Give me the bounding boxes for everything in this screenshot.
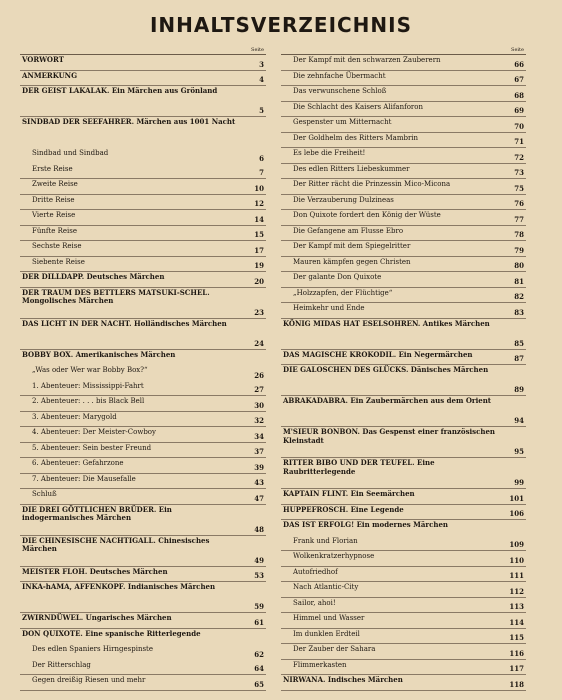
toc-entry-title: DAS LICHT IN DER NACHT. Holländisches Märchen <box>22 318 227 328</box>
toc-entry-page: 80 <box>514 261 524 270</box>
toc-entry <box>20 226 266 242</box>
toc-entry-title: 5. Abenteuer: Sein bester Freund <box>32 443 152 452</box>
toc-entry-page: 4 <box>259 75 264 84</box>
toc-left-rows <box>20 54 266 691</box>
toc-entry-page: 17 <box>254 245 264 255</box>
toc-entry-title: Des edlen Ritters Liebeskummer <box>293 164 410 173</box>
toc-entry-page: 3 <box>259 59 264 69</box>
toc-entry-title: 4. Abenteuer: Der Meister-Cowboy <box>32 428 156 437</box>
toc-entry-title: 3. Abenteuer: Marygold <box>32 412 117 421</box>
toc-entry <box>20 660 266 676</box>
toc-entry-title: SINDBAD DER SEEFAHRER. Märchen aus 1001 Nacht <box>22 117 236 127</box>
toc-entry <box>20 257 266 273</box>
toc-entry <box>20 613 266 629</box>
toc-entry <box>20 148 266 164</box>
toc-entry <box>20 365 266 381</box>
toc-entry <box>281 458 526 489</box>
toc-entry-page: 81 <box>514 276 524 286</box>
toc-entry <box>281 536 526 552</box>
toc-entry <box>281 164 526 180</box>
toc-entry <box>20 629 266 645</box>
toc-entry <box>281 365 526 396</box>
toc-entry-title: „Holzzapfen, der Flüchtige“ <box>293 288 393 297</box>
toc-entry <box>20 241 266 257</box>
toc-entry-page: 76 <box>514 199 524 208</box>
toc-entry-page: 95 <box>514 447 524 457</box>
toc-entry-page: 5 <box>259 106 264 116</box>
toc-entry <box>281 133 526 149</box>
toc-entry-title: 2. Abenteuer: . . . bis Black Bell <box>32 397 145 406</box>
toc-entry-title: Zweite Reise <box>32 180 78 189</box>
toc-entry-page: 89 <box>514 385 524 395</box>
toc-entry-page: 113 <box>509 602 524 612</box>
toc-entry-page: 83 <box>514 307 524 317</box>
toc-entry-page: 118 <box>509 679 524 689</box>
toc-entry <box>281 86 526 102</box>
toc-entry-page: 82 <box>514 292 524 301</box>
toc-entry-page: 47 <box>254 493 264 503</box>
toc-entry-page: 7 <box>259 168 264 178</box>
toc-entry <box>20 272 266 288</box>
toc-entry <box>20 536 266 567</box>
toc-entry-title: VORWORT <box>22 55 64 64</box>
toc-entry <box>20 396 266 412</box>
toc-entry-title: ZWIRNDÜWEL. Ungarisches Märchen <box>22 613 172 623</box>
toc-entry-title: DIE GALOSCHEN DES GLÜCKS. Dänisches Märchen <box>283 365 489 375</box>
toc-entry-title: ABRAKADABRA. Ein Zaubermärchen aus dem Orient <box>283 396 492 406</box>
toc-entry <box>20 582 266 613</box>
toc-entry-page: 49 <box>254 555 264 565</box>
toc-entry <box>281 582 526 598</box>
toc-entry-title: DER TRAUM DES BETTLERS MATSUKI-SCHEL. Mongolisches Märchen <box>22 287 210 306</box>
toc-entry-page: 77 <box>514 214 524 224</box>
toc-entry-title: MEISTER FLOH. Deutsches Märchen <box>22 566 168 576</box>
toc-entry-title: 6. Abenteuer: Gefahrzone <box>32 459 124 468</box>
toc-entry <box>281 675 526 691</box>
toc-entry-page: 48 <box>254 524 264 534</box>
toc-entry-title: Der Kampf mit den schwarzen Zauberern <box>293 56 441 64</box>
toc-entry <box>20 505 266 536</box>
toc-entry-title: Die Schlacht des Kaisers Alifanforon <box>293 102 423 111</box>
toc-entry-page: 15 <box>254 230 264 240</box>
toc-entry-title: Himmel und Wasser <box>293 614 365 623</box>
toc-entry-title: Der Ritterschlag <box>32 660 91 669</box>
toc-entry-page: 72 <box>514 152 524 162</box>
toc-entry <box>281 241 526 257</box>
toc-entry-page: 109 <box>509 540 524 550</box>
toc-entry-title: ANMERKUNG <box>22 70 78 80</box>
toc-entry-title: Mauren kämpfen gegen Christen <box>293 257 411 266</box>
toc-entry-page: 78 <box>514 230 524 239</box>
toc-entry-title: Der Goldhelm des Ritters Mambrin <box>293 133 419 142</box>
toc-entry-page: 115 <box>509 633 524 643</box>
toc-entry <box>20 179 266 195</box>
toc-entry <box>20 474 266 490</box>
toc-entry-page: 20 <box>254 276 264 286</box>
toc-entry-title: Wolkenkratzerhypnose <box>293 552 375 561</box>
toc-entry-title: Vierte Reise <box>32 211 76 220</box>
toc-entry <box>281 396 526 427</box>
toc-left-column <box>20 46 266 691</box>
toc-entry-title: Nach Atlantic-City <box>293 583 359 592</box>
toc-entry <box>281 598 526 614</box>
toc-entry-page: 66 <box>514 59 524 69</box>
toc-entry-page: 67 <box>514 75 524 84</box>
toc-entry-page: 30 <box>254 400 264 410</box>
toc-entry-title: Frank und Florian <box>293 536 358 545</box>
toc-entry-page: 12 <box>254 199 264 209</box>
toc-entry-title: RITTER BIBO UND DER TEUFEL. Eine Raubritterlegende <box>283 458 435 476</box>
toc-entry-title: Der galante Don Quixote <box>293 273 382 281</box>
toc-entry-title: Fünfte Reise <box>32 226 78 235</box>
toc-entry-title: Das verwunschene Schloß <box>293 87 387 95</box>
toc-entry-title: Die zehnfache Übermacht <box>293 71 386 80</box>
toc-entry <box>281 117 526 133</box>
toc-entry-title: KAPTAIN FLINT. Ein Seemärchen <box>283 489 415 499</box>
toc-entry-page: 65 <box>254 679 264 689</box>
toc-entry-title: Schluß <box>32 490 57 499</box>
toc-entry <box>281 613 526 629</box>
toc-entry-page: 71 <box>514 137 524 146</box>
toc-entry <box>20 567 266 583</box>
toc-entry-page: 79 <box>514 245 524 255</box>
toc-entry-title: Autofriedhof <box>293 567 338 576</box>
toc-entry <box>281 195 526 211</box>
toc-entry-page: 59 <box>254 602 264 612</box>
toc-entry-page: 110 <box>509 555 524 565</box>
toc-entry-title: Don Quixote fordert den König der Wüste <box>293 211 441 219</box>
toc-entry-page: 39 <box>254 462 264 472</box>
toc-entry-title: Der Kampf mit dem Spiegelritter <box>293 242 411 250</box>
toc-entry-title: INKA-hAMA, AFFENKOPF. Indianisches Märchen <box>22 582 216 592</box>
toc-entry-page: 26 <box>254 370 264 380</box>
toc-entry-title: NIRWANA. Indisches Märchen <box>283 675 403 685</box>
toc-entry <box>20 164 266 180</box>
toc-entry-page: 85 <box>514 338 524 348</box>
toc-entry <box>20 427 266 443</box>
toc-entry-title: DIE CHINESISCHE NACHTIGALL. Chinesisches Märchen <box>22 535 210 554</box>
toc-entry-page: 62 <box>254 649 264 659</box>
toc-entry-page: 70 <box>514 121 524 131</box>
toc-entry-page: 32 <box>254 416 264 426</box>
toc-entry <box>281 272 526 288</box>
toc-entry-page: 87 <box>514 354 524 364</box>
toc-entry-title: Die Gefangene am Flusse Ebro <box>293 226 404 235</box>
toc-entry-page: 114 <box>509 617 524 627</box>
toc-entry-title: DIE DREI GÖTTLICHEN BRÜDER. Ein indogermanisches Märchen <box>22 504 172 523</box>
toc-entry <box>281 629 526 645</box>
toc-entry-page: 24 <box>254 338 264 348</box>
toc-entry-page: 101 <box>509 493 524 503</box>
toc-entry <box>281 55 526 71</box>
toc-entry-page: 117 <box>509 664 524 674</box>
toc-entry <box>20 443 266 459</box>
toc-entry-title: Im dunklen Erdteil <box>293 629 360 638</box>
toc-entry <box>20 117 266 148</box>
toc-entry-page: 116 <box>509 648 524 658</box>
toc-entry <box>20 319 266 350</box>
toc-entry-page: 68 <box>514 90 524 100</box>
seite-label-left: Seite <box>251 47 264 53</box>
toc-entry <box>20 195 266 211</box>
page-title: INHALTSVERZEICHNIS <box>149 13 413 37</box>
toc-entry <box>20 644 266 660</box>
toc-entry-title: Heimkehr und Ende <box>293 304 365 312</box>
toc-entry <box>20 675 266 691</box>
toc-entry-title: DER GEIST LAKALAK. Ein Märchen aus Grönland <box>22 86 218 95</box>
toc-entry-title: DAS MAGISCHE KROKODIL. Ein Negermärchen <box>283 349 473 359</box>
toc-entry-page: 61 <box>254 617 264 627</box>
toc-entry-page: 106 <box>509 509 524 519</box>
toc-entry-title: „Was oder Wer war Bobby Box?“ <box>32 366 148 375</box>
toc-entry-title: Sechste Reise <box>32 242 82 251</box>
toc-columns <box>0 46 562 696</box>
toc-entry-page: 43 <box>254 478 264 488</box>
toc-entry <box>281 288 526 304</box>
toc-entry-page: 64 <box>254 664 264 674</box>
toc-entry-page: 10 <box>254 183 264 193</box>
toc-entry <box>281 226 526 242</box>
toc-entry <box>281 505 526 521</box>
toc-entry <box>20 288 266 319</box>
toc-entry <box>20 86 266 117</box>
toc-entry-title: Die Verzauberung Dulzineas <box>293 195 394 204</box>
toc-entry <box>281 71 526 87</box>
toc-entry-title: DON QUIXOTE. Eine spanische Ritterlegende <box>22 628 201 638</box>
toc-entry-title: Gespenster um Mitternacht <box>293 118 392 126</box>
toc-entry <box>281 102 526 118</box>
toc-entry-title: DAS IST ERFOLG! Ein modernes Märchen <box>283 520 449 530</box>
toc-entry-title: 1. Abenteuer: Mississippi-Fahrt <box>32 381 144 390</box>
toc-entry <box>281 660 526 676</box>
toc-entry-page: 112 <box>509 586 524 596</box>
toc-entry-page: 14 <box>254 214 264 224</box>
toc-entry-title: Siebente Reise <box>32 257 85 266</box>
toc-entry-page: 75 <box>514 183 524 193</box>
toc-entry-title: Des edlen Spaniers Hirngespinste <box>32 645 154 654</box>
toc-entry-page: 53 <box>254 571 264 581</box>
toc-entry <box>20 71 266 87</box>
toc-entry <box>281 520 526 536</box>
toc-entry-title: Der Zauber der Sahara <box>293 645 376 654</box>
toc-entry <box>20 210 266 226</box>
toc-right-rows <box>281 54 526 691</box>
toc-entry <box>20 350 266 366</box>
toc-entry-page: 37 <box>254 447 264 457</box>
toc-entry-page: 69 <box>514 106 524 115</box>
toc-entry <box>281 319 526 350</box>
toc-entry <box>20 381 266 397</box>
toc-entry <box>20 55 266 71</box>
toc-entry <box>20 458 266 474</box>
toc-entry-title: HUPPEFROSCH. Eine Legende <box>283 504 404 514</box>
toc-entry <box>281 210 526 226</box>
toc-entry <box>281 257 526 273</box>
toc-entry <box>281 148 526 164</box>
toc-entry-page: 27 <box>254 385 264 395</box>
toc-entry-page: 99 <box>514 478 524 488</box>
toc-entry <box>281 350 526 366</box>
toc-entry-title: Flimmerkasten <box>293 660 347 669</box>
toc-entry-page: 34 <box>254 431 264 441</box>
toc-entry <box>281 644 526 660</box>
toc-entry-page: 6 <box>259 153 264 163</box>
toc-entry-title: M'SIEUR BONBON. Das Gespenst einer französischen Kleinstadt <box>283 427 496 445</box>
toc-entry <box>20 412 266 428</box>
toc-entry-page: 23 <box>254 307 264 317</box>
toc-entry-title: Der Ritter rächt die Prinzessin Mico-Micona <box>293 180 451 188</box>
toc-entry-title: BOBBY BOX. Amerikanisches Märchen <box>22 349 176 359</box>
toc-entry-title: Erste Reise <box>32 164 73 173</box>
toc-entry-title: Sailor, ahoi! <box>293 598 336 607</box>
toc-entry-page: 94 <box>514 416 524 426</box>
toc-entry-page: 19 <box>254 261 264 271</box>
toc-entry-title: Sindbad und Sindbad <box>32 149 109 158</box>
toc-entry-title: Dritte Reise <box>32 195 75 204</box>
toc-entry <box>281 567 526 583</box>
toc-entry <box>281 179 526 195</box>
toc-entry <box>281 551 526 567</box>
toc-entry <box>281 489 526 505</box>
toc-entry <box>20 489 266 505</box>
toc-entry-title: KÖNIG MIDAS HAT ESELSOHREN. Antikes Märchen <box>283 318 490 328</box>
toc-entry <box>281 427 526 458</box>
toc-entry-title: DER DILLDAPP. Deutsches Märchen <box>22 272 165 282</box>
toc-entry-title: 7. Abenteuer: Die Mausefalle <box>32 474 136 483</box>
toc-entry-page: 111 <box>509 571 524 581</box>
toc-entry <box>281 303 526 319</box>
seite-label-right: Seite <box>511 47 524 53</box>
toc-entry-page: 73 <box>514 168 524 177</box>
toc-entry-title: Es lebe die Freiheit! <box>293 149 366 157</box>
toc-entry-title: Gegen dreißig Riesen und mehr <box>32 676 146 685</box>
toc-right-column <box>281 46 526 691</box>
